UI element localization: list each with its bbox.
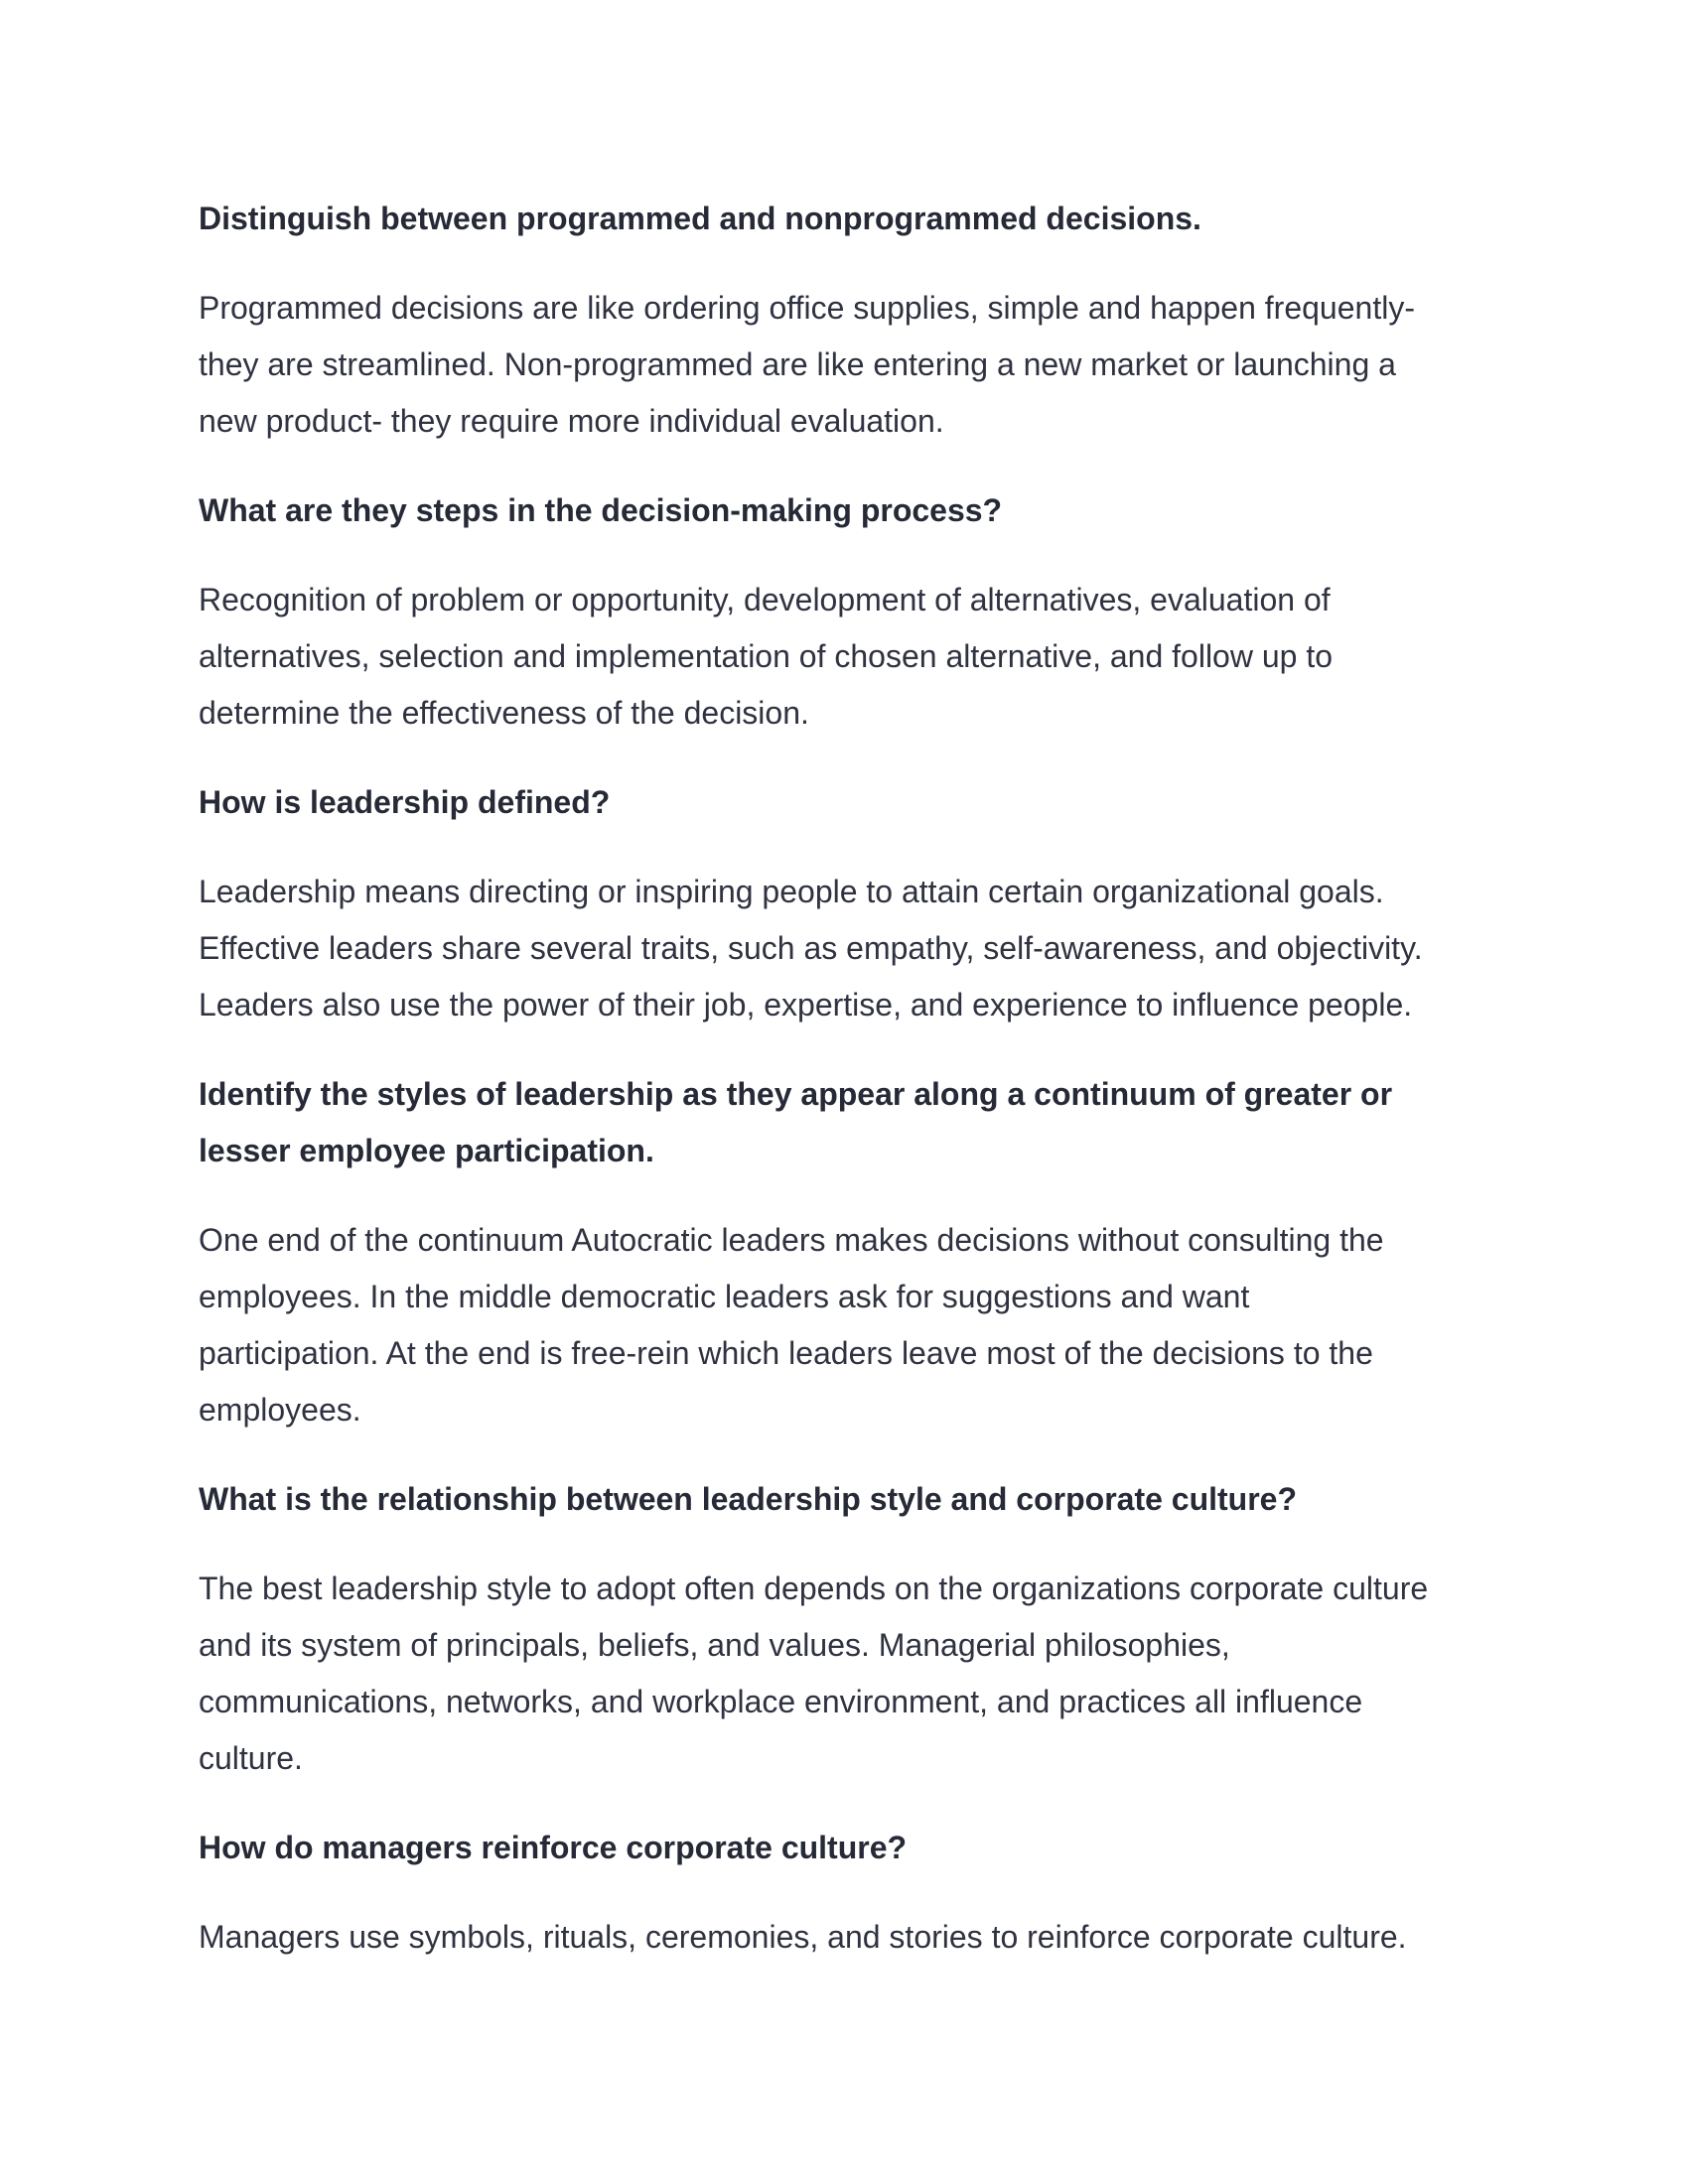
answer-line: Effective leaders share several traits, such as empathy, self-awareness, and objectivity. <box>199 930 1423 966</box>
answer-paragraph <box>199 572 1489 742</box>
answer-line: Recognition of problem or opportunity, development of alternatives, evaluation of <box>199 582 1331 617</box>
answer-line: employees. <box>199 1392 361 1428</box>
answer-line: Managers use symbols, rituals, ceremonies, and stories to reinforce corporate culture. <box>199 1919 1407 1955</box>
answer-line: Leaders also use the power of their job, expertise, and experience to influence people. <box>199 987 1413 1023</box>
question-heading: Distinguish between programmed and nonprogrammed decisions. <box>199 201 1201 236</box>
answer-line: Programmed decisions are like ordering office supplies, simple and happen frequently- <box>199 290 1415 326</box>
question-heading: What is the relationship between leadership style and corporate culture? <box>199 1481 1298 1517</box>
question-heading: How do managers reinforce corporate culture? <box>199 1830 908 1865</box>
question-line: lesser employee participation. <box>199 1133 654 1168</box>
answer-line: participation. At the end is free-rein which leaders leave most of the decisions to the <box>199 1335 1373 1371</box>
document-content <box>199 191 1489 1998</box>
answer-line: new product- they require more individual evaluation. <box>199 403 944 439</box>
question-line: Identify the styles of leadership as they appear along a continuum of greater or <box>199 1076 1393 1112</box>
question-heading <box>199 1066 1489 1179</box>
answer-line: One end of the continuum Autocratic leaders makes decisions without consulting the <box>199 1222 1384 1258</box>
answer-line: they are streamlined. Non-programmed are like entering a new market or launching a <box>199 346 1396 382</box>
answer-line: alternatives, selection and implementation of chosen alternative, and follow up to <box>199 638 1334 674</box>
answer-line: and its system of principals, beliefs, and values. Managerial philosophies, <box>199 1627 1230 1663</box>
answer-paragraph <box>199 1561 1489 1787</box>
answer-paragraph <box>199 1212 1489 1438</box>
answer-line: Leadership means directing or inspiring people to attain certain organizational goals. <box>199 874 1384 909</box>
answer-paragraph <box>199 280 1489 450</box>
answer-line: The best leadership style to adopt often depends on the organizations corporate culture <box>199 1570 1429 1606</box>
question-heading: What are they steps in the decision-making process? <box>199 492 1003 528</box>
answer-line: employees. In the middle democratic leaders ask for suggestions and want <box>199 1279 1250 1314</box>
answer-line: culture. <box>199 1740 303 1776</box>
question-heading: How is leadership defined? <box>199 784 611 820</box>
answer-paragraph <box>199 1909 1489 1966</box>
answer-line: determine the effectiveness of the decision. <box>199 695 809 731</box>
answer-paragraph <box>199 864 1489 1033</box>
answer-line: communications, networks, and workplace environment, and practices all influence <box>199 1684 1363 1719</box>
